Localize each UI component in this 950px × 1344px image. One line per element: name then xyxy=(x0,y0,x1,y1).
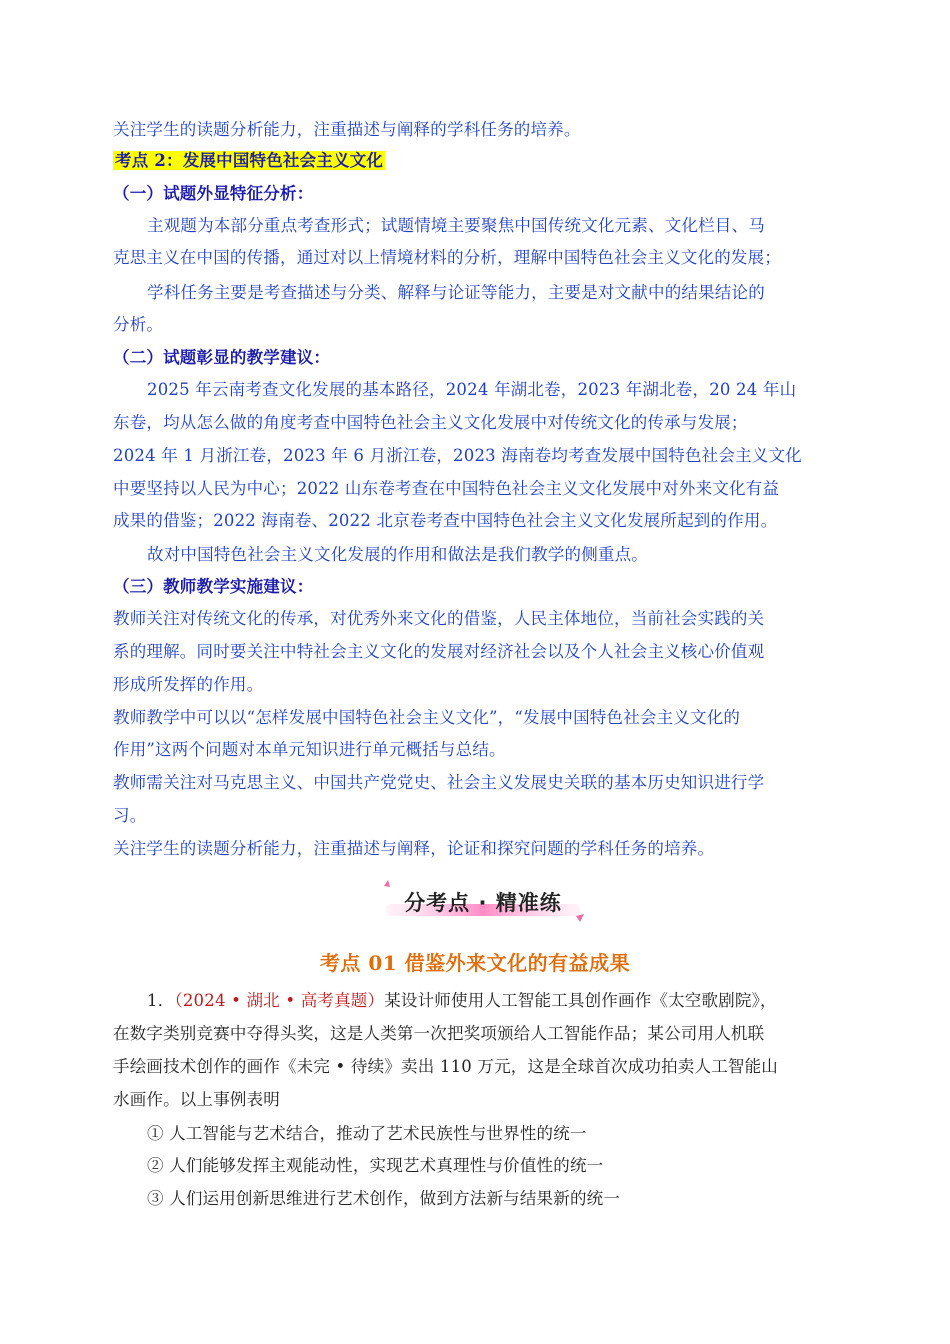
section2-line4: 中要坚持以人民为中心；2022 山东卷考查在中国特色社会主义文化发展中对外来文化有益 xyxy=(113,479,780,498)
question-source: （2024 • 湖北 • 高考真题） xyxy=(174,991,385,1010)
section1-p1-line2: 克思主义在中国的传播，通过对以上情境材料的分析，理解中国特色社会主义文化的发展； xyxy=(113,248,781,267)
option-3: ③ 人们运用创新思维进行艺术创作，做到方法新与结果新的统一 xyxy=(147,1189,621,1208)
section2-line5: 成果的借鉴；2022 海南卷、2022 北京卷考查中国特色社会主义文化发展所起到的作用。 xyxy=(113,511,778,530)
section2-line3: 2024 年 1 月浙江卷，2023 年 6 月浙江卷，2023 海南卷均考查发展中国特色社会主义文化 xyxy=(113,446,802,465)
question1-line4: 水画作。以上事例表明 xyxy=(113,1090,280,1109)
kaodian2-heading: 考点 2：发展中国特色社会主义文化 xyxy=(115,151,384,170)
question-number: 1． xyxy=(147,991,175,1010)
section2-line2: 东卷，均从怎么做的角度考查中国特色社会主义文化发展中对传统文化的传承与发展； xyxy=(113,413,748,432)
section2-line6: 故对中国特色社会主义文化发展的作用和做法是我们教学的侧重点。 xyxy=(147,545,648,564)
section1-p1-line1: 主观题为本部分重点考查形式；试题情境主要聚焦中国传统文化元素、文化栏目、马 xyxy=(147,216,765,235)
section3-line2: 系的理解。同时要关注中特社会主义文化的发展对经济社会以及个人社会主义核心价值观 xyxy=(113,642,765,661)
section2-heading: （二）试题彰显的教学建议： xyxy=(113,348,331,367)
question1-line2: 在数字类别竞赛中夺得头奖，这是人类第一次把奖项颁给人工智能作品；某公司用人机联 xyxy=(113,1024,765,1043)
intro-line: 关注学生的读题分析能力，注重描述与阐释的学科任务的培养。 xyxy=(113,120,581,139)
banner-spark-icon xyxy=(384,880,390,887)
kaodian01-title: 考点 01 借鉴外来文化的有益成果 xyxy=(319,951,631,975)
question1-line1 xyxy=(147,991,907,1011)
section3-line8: 关注学生的读题分析能力，注重描述与阐释，论证和探究问题的学科任务的培养。 xyxy=(113,839,715,858)
section1-heading: （一）试题外显特征分析： xyxy=(113,184,314,203)
section1-p2-line2: 分析。 xyxy=(113,315,164,334)
section3-line6: 教师需关注对马克思主义、中国共产党党史、社会主义发展史关联的基本历史知识进行学 xyxy=(113,773,765,792)
section3-line3: 形成所发挥的作用。 xyxy=(113,675,264,694)
option-2: ② 人们能够发挥主观能动性，实现艺术真理性与价值性的统一 xyxy=(147,1156,604,1175)
section1-p2-line1: 学科任务主要是考查描述与分类、解释与论证等能力，主要是对文献中的结果结论的 xyxy=(147,283,765,302)
section3-line4: 教师教学中可以以“怎样发展中国特色社会主义文化”，“发展中国特色社会主义文化的 xyxy=(113,708,741,727)
section3-line1: 教师关注对传统文化的传承，对优秀外来文化的借鉴，人民主体地位，当前社会实践的关 xyxy=(113,609,765,628)
section3-line7: 习。 xyxy=(113,806,147,825)
question1-line3: 手绘画技术创作的画作《未完 • 待续》卖出 110 万元，这是全球首次成功拍卖人工智能山 xyxy=(113,1057,779,1076)
question-stem-line1: 某设计师使用人工智能工具创作画作《太空歌剧院》， xyxy=(384,991,777,1010)
banner-text: 分考点 · 精准练 xyxy=(404,891,562,915)
section3-heading: （三）教师教学实施建议： xyxy=(113,577,314,596)
section3-line5: 作用”这两个问题对本单元知识进行单元概括与总结。 xyxy=(113,740,506,759)
practice-banner xyxy=(378,878,588,926)
option-1: ① 人工智能与艺术结合，推动了艺术民族性与世界性的统一 xyxy=(147,1124,587,1143)
section2-line1: 2025 年云南考查文化发展的基本路径，2024 年湖北卷，2023 年湖北卷，20 24 年山 xyxy=(147,380,797,399)
kaodian2-heading-row xyxy=(113,151,873,171)
